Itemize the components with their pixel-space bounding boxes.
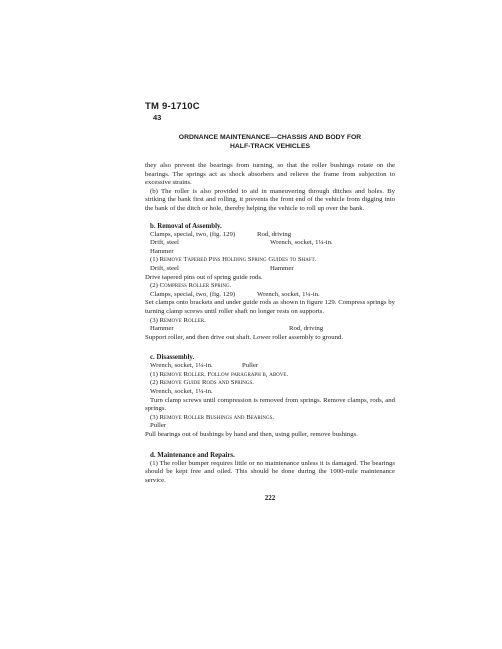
step-b3-text: Support roller, and then drive out shaft. Lower roller assembly to ground. [145, 333, 344, 341]
tool-item: Clamps, special, two, (fig. 129) [150, 290, 236, 298]
step-b3-heading: (3) Remove Roller. [150, 316, 206, 324]
tool-item: Drift, steel [150, 264, 179, 272]
tool-item: Puller [150, 422, 167, 430]
tool-row [145, 239, 395, 248]
tool-item: Rod, driving [289, 325, 324, 333]
tool-item: Hammer [150, 247, 174, 255]
step-c3-text: Pull bearings out of bushings by hand and then, using puller, remove bushings. [145, 431, 358, 439]
section-d-heading: d. Maintenance and Repairs. [150, 451, 235, 459]
step-b1-text: Drive tapered pins out of spring guide rods. [145, 273, 263, 281]
page-number: 222 [264, 494, 276, 503]
tool-row [145, 362, 395, 371]
step-c3-heading: (3) Remove Roller Bushings and Bearings. [150, 413, 275, 421]
section-b-heading: b. Removal of Assembly. [150, 222, 222, 230]
section-c-heading: c. Disassembly. [150, 354, 195, 362]
step-b2-heading: (2) Compress Roller Spring. [150, 282, 232, 290]
step-b1-heading: (1) Remove Tapered Pins Holding Spring Guides to Shaft. [150, 256, 317, 264]
step-c1-heading: (1) Remove Roller. Follow paragraph b, above. [150, 370, 289, 378]
intro-paragraph: they also prevent the bearings from turning, so that the roller bushings rotate on the bearings. The springs act as shock absorbers and relieve the frame from subjection to excessive strains. [145, 162, 395, 187]
tool-item: Clamps, special, two, (fig. 129) [150, 230, 236, 238]
section-d-text: (1) The roller bumper requires little or no maintenance unless it is damaged. The bearings should be kept free and oiled. This should be done during the 1000-mile maintenance service. [145, 459, 395, 484]
tool-item: Wrench, socket, 1¼-in. [150, 362, 213, 370]
roller-purpose-paragraph: (b) The roller is also provided to aid in maneuvering through ditches and holes. By striking the bank first and rolling, it prevents the front end of the vehicle from digging into the bank of the ditch or hole, thereby helping the vehicle to roll up over the bank. [145, 187, 395, 212]
paragraph-number: 43 [153, 113, 162, 122]
step-c2-heading: (2) Remove Guide Rods and Springs. [150, 379, 254, 387]
tool-item: Puller [242, 362, 259, 370]
tool-item: Wrench, socket, 1¼-in. [150, 388, 213, 396]
step-c2-text: Turn clamp screws until compression is removed from springs. Remove clamps, rods, and springs. [145, 396, 395, 413]
tool-row [145, 231, 395, 240]
step-b2-text: Set clamps onto brackets and under guide rods as shown in figure 129. Compress springs by turning clamp screws until roller shaft no longer rests on supports. [145, 299, 395, 315]
tool-item: Drift, steel [150, 239, 179, 247]
tool-row [145, 325, 395, 334]
title-line-2: HALF-TRACK VEHICLES [229, 143, 311, 150]
tool-item: Hammer [150, 325, 174, 333]
tm-number: TM 9-1710C [145, 101, 200, 112]
page-title [145, 133, 395, 151]
tool-row [145, 265, 395, 274]
tool-item: Rod, driving [257, 230, 292, 238]
tool-row [145, 248, 395, 257]
tool-item: Wrench, socket, 1¼-in. [257, 290, 320, 298]
title-line-1: ORDNANCE MAINTENANCE—CHASSIS AND BODY FOR [178, 134, 362, 141]
tool-row [145, 291, 395, 300]
tool-item: Wrench, socket, 1¼-in. [270, 239, 333, 247]
document-page [145, 101, 395, 502]
tool-item: Hammer [270, 264, 294, 272]
